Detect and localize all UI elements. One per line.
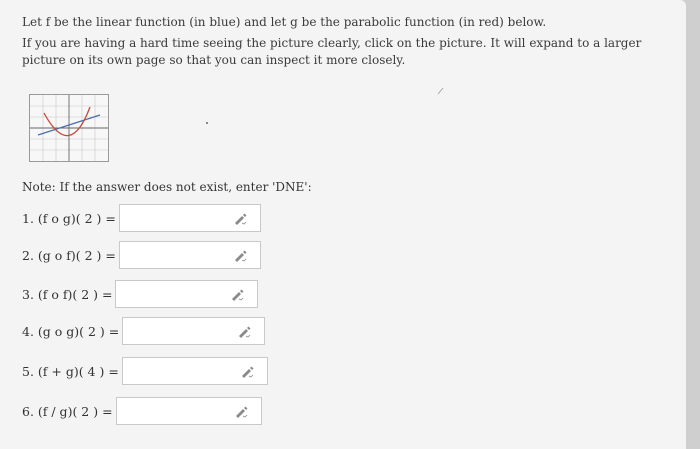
pencil-icon[interactable] (233, 250, 247, 262)
question-label: 2. (g o f)( 2 ) = (22, 247, 116, 263)
stray-dot (206, 122, 208, 124)
answer-input-5[interactable] (122, 357, 268, 385)
question-label: 1. (f o g)( 2 ) = (22, 210, 116, 226)
answer-input-3[interactable] (115, 280, 258, 308)
question-label: 6. (f / g)( 2 ) = (22, 403, 113, 419)
question-row-1 (22, 203, 261, 233)
question-row-3 (22, 279, 258, 309)
pencil-icon[interactable] (233, 213, 247, 225)
stray-mark (437, 87, 445, 95)
question-row-5 (22, 356, 268, 386)
question-label: 3. (f o f)( 2 ) = (22, 286, 113, 302)
dne-note: Note: If the answer does not exist, enter 'DNE': (22, 180, 312, 194)
pencil-icon[interactable] (240, 366, 254, 378)
graph-image (30, 95, 108, 161)
graph-thumbnail[interactable] (29, 94, 109, 162)
question-row-4 (22, 316, 265, 346)
question-row-6 (22, 396, 262, 426)
intro-line-2: If you are having a hard time seeing the picture clearly, click on the picture. It will expand to a larger picture on its own page so that you can inspect it more closely. (22, 36, 642, 67)
answer-input-2[interactable] (119, 241, 261, 269)
answer-input-4[interactable] (122, 317, 265, 345)
intro-line-1: Let f be the linear function (in blue) and let g be the parabolic function (in red) below. (22, 15, 547, 29)
pencil-icon[interactable] (237, 326, 251, 338)
answer-input-6[interactable] (116, 397, 262, 425)
question-row-2 (22, 240, 261, 270)
pencil-icon[interactable] (234, 406, 248, 418)
problem-statement (22, 14, 682, 73)
answer-input-1[interactable] (119, 204, 261, 232)
question-label: 4. (g o g)( 2 ) = (22, 323, 120, 339)
pencil-icon[interactable] (230, 289, 244, 301)
question-label: 5. (f + g)( 4 ) = (22, 363, 119, 379)
